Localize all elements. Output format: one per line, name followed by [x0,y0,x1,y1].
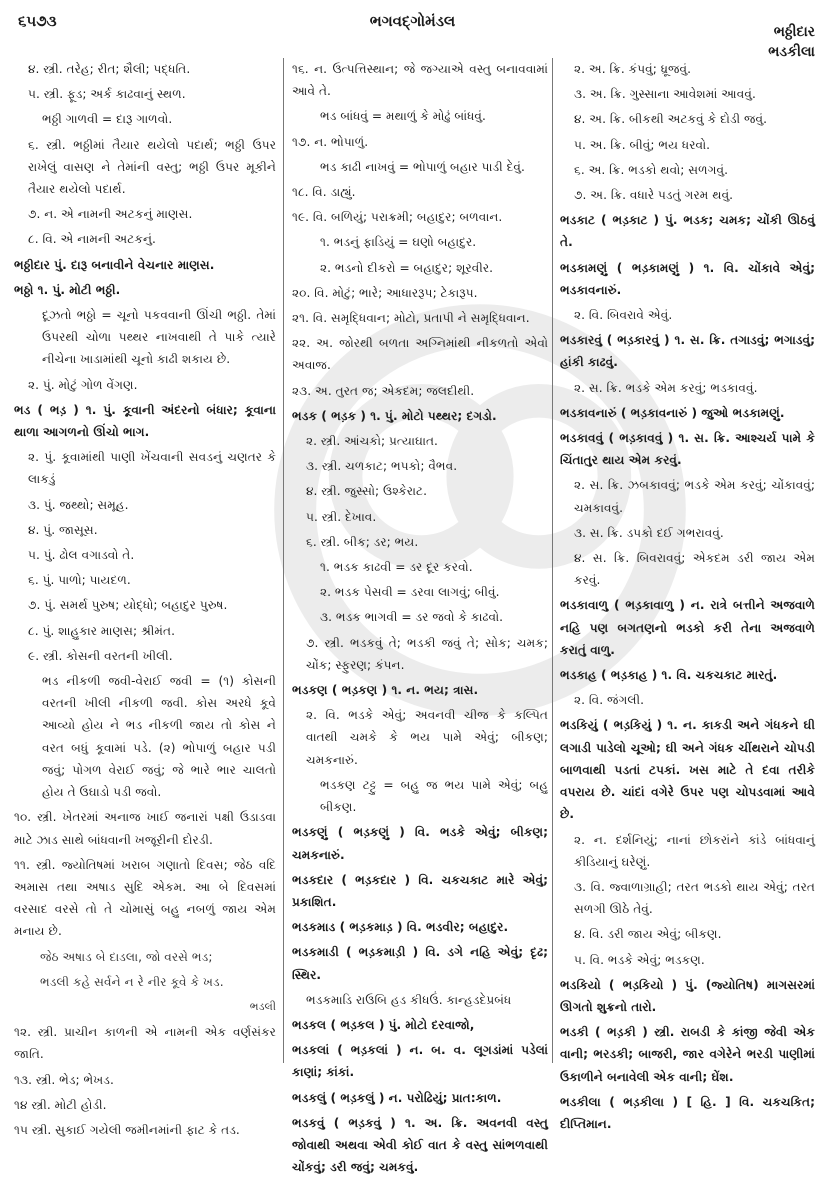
guide-word-first: ભઠ્ઠીદાર [773,24,815,40]
dictionary-headword-entry: ભડકદાર ( ભડ઼કદાર ) વિ. ચકચકાટ મારે એવું; પ્રકાશિત. [292,872,548,909]
example-verse: ભડલી કહે સર્વને ન રે નીર કૂવે કે ખડ. [40,974,224,989]
dictionary-headword-entry: ભડકીલા ( ભડ઼કીલા ) [ હિ. ] વિ. ચકચકિત; દીપ્તિમાન. [560,1094,815,1131]
definition-line: ૪. અ. ક્રિ. બીકથી અટકવું કે દોડી જવું. [574,112,768,127]
definition-line: ૫. સ્ત્રી. ફૂડ; અર્ક કાઢવાનું સ્થળ. [28,87,186,102]
column-3 [560,58,815,1138]
definition-line: ૪. સ્ત્રી. તરેહ; રીત; શૈલી; પદ્ધતિ. [28,62,191,76]
guide-word-last: ભડકીલા [768,44,815,60]
definition-line: ૨. ન. દર્શનિયું; નાનાં છોકરાંને કાંડે બાંધવાનું કીડિયાનું ઘરેણું. [574,832,815,869]
dictionary-headword-entry: ભડકારવું ( ભડ઼કારવું ) ૧. સ. ક્રિ. તગાડવું; ભગાડવું; હાંકી કાઢવું. [560,333,815,370]
definition-line: ૨૦. વિ. મોટું; ભારે; આધારરૂપ; ટેકારૂપ. [292,285,478,300]
definition-line: ૬. સ્ત્રી. બીક; ડર; ભય. [306,534,419,549]
definition-line: ૨. પું. કૂવામાંથી પાણી ખેંચવાની સવડનું ચણતર કે લાકડું [28,450,276,487]
definition-line: ૮. વિ. એ નામની અટકનું. [28,232,156,247]
dictionary-headword-entry: ભઠ્ઠો ૧. પું. મોટી ભઠ્ઠી. [14,282,121,297]
definition-line: ૨. સ. ક્રિ. ઝબકાવવું; ભડકે એમ કરવું; ચોંકાવવું; ચમકાવવું. [574,478,815,515]
dictionary-headword-entry: ભઠ્ઠીદાર પું. દારૂ બનાવીને વેચનાર માણસ. [14,257,215,272]
dictionary-headword-entry: ભડકિયો ( ભડ઼કિયો ) પું. (જ્યોતિષ) માગસરમાં ઊગતો શુક્રનો તારો. [560,977,815,1014]
definition-line: ૧૭. ન. ભોપાળું. [292,134,369,149]
definition-line: ૧૮. વિ. ડાહ્યું. [292,185,356,200]
definition-line: ૨૨. અ. જોરથી બળતા અગ્નિમાંથી નીકળતો એવો અવાજ. [292,336,548,373]
dictionary-headword-entry: ભડકમાડી ( ભડ઼કમાડ઼ી ) વિ. ડગે નહિ એવું; દૃઢ; સ્થિર. [292,945,548,982]
definition-line: ભડ કાઢી નાખવું = ભોપાળું બહાર પાડી દેવું. [320,159,525,174]
column-2 [292,58,548,1181]
page-number: ૬૫૭૩ [18,12,57,30]
definition-line: ભડકણ ટટ્ટુ = બહુ જ ભય પામે એવું; બહુ બીકણ. [320,777,548,815]
definition-line: ૩. સ્ત્રી. ચળકાટ; ભપકો; વૈભવ. [306,459,458,474]
definition-line: ૨. ભડક પેસવી = ડરવા લાગવું; બીવું. [320,585,500,600]
definition-line: ૨. સ. ક્રિ. ભડકે એમ કરવું; ભડકાવવું. [574,380,758,395]
definition-line: ૧૫ સ્ત્રી. સુકાઈ ગયેલી જમીનમાંની ફાટ કે તડ. [14,1122,240,1137]
definition-line: ૭. પું. સમર્થ પુરુષ; યોદ્ધો; બહાદુર પુરુષ. [28,598,228,613]
definition-line: ૩. ભડક ભાગવી = ડર જવો કે કાઢવો. [320,610,504,625]
definition-line: ૧૯. વિ. બળિયું; પરાક્રમી; બહાદુર; બળવાન. [292,210,503,225]
dictionary-headword-entry: ભડકામણું ( ભડ઼કામણું ) ૧. વિ. ચોંકાવે એવું; ભડકાવનારું. [560,260,815,297]
dictionary-headword-entry: ભડકાટ ( ભડ઼કાટ ) પું. ભડક; ચમક; ચોંકી ઊઠવું તે. [560,213,815,250]
definition-line: ૭. સ્ત્રી. ભડકવું તે; ભડકી જવું તે; સોક; ચમક; ચોંક; સ્ફુરણ; કંપન. [306,635,548,672]
definition-line: ૬. પું. પાળો; પાયદળ. [28,573,131,588]
definition-line: ૩. સ. ક્રિ. ડપકો દઈ ગભરાવવું. [574,525,724,540]
definition-line: ૪. સ્ત્રી. જુસ્સો; ઉશ્કેરાટ. [306,484,428,499]
definition-line: ભડ નીકળી જવી-વેરાઈ જવી = (૧) કોસની વરતની ખીલી નીકળી જવી. કોસ અરધે કૂવે આવ્યો હોય ને ભડ નીકળી જાય તો કોસ ને વરત બધું કૂવામાં પડે. (૨) ભોપાળું બહાર પડી જવું; પોગળ વેરાઈ જવું; જે ભારે ભાર ચાલતો હોય તે ઉઘાડો પડી જવો. [42,674,276,800]
definition-line: ૧. ભડનું ફાડિયું = ઘણો બહાદુર. [320,235,477,250]
definition-line: ભડકમાડિ રાઉબિ હડ કીધઉં. કાન્હડદેપ્રબંધ [306,992,512,1007]
definition-line: ૨. વિ. બિવરાવે એવું. [574,308,673,323]
definition-line: ૧૦. સ્ત્રી. ખેતરમાં અનાજ ખાઈ જનારાં પક્ષી ઉડાડવા માટે ઝાડ સાથે બાંધવાની ખજૂરીની દોરડી. [14,810,276,847]
definition-line: ૬. અ. ક્રિ. ભડકો થવો; સળગવું. [574,162,728,177]
dictionary-headword-entry: ભડકલું ( ભડ઼કલું ) ન. પરોઢિયું; પ્રાત:કાળ. [292,1090,502,1105]
definition-line: ૧૪ સ્ત્રી. મોટી હોડી. [14,1097,107,1112]
dictionary-headword-entry: ભડકાવનારું ( ભડ઼કાવનારું ) જુઓ ભડકામણું. [560,405,785,420]
definition-line: ૨. પું. મોટું ગોળ વેંગણ. [28,377,138,392]
definition-line: ૨૧. વિ. સમૃદ્ધિવાન; મોટો, પ્રતાપી ને સમૃદ્ધિવાન. [292,311,530,326]
definition-line: દૂઝતો ભઠ્ઠો = ચૂનો પકવવાની ઊંચી ભઠ્ઠી. તેમાં ઉપરથી ચોળા પથ્થર નાખવાથી તે પાકે ત્યારે નીચેના ખાડામાંથી ચૂનો કાઢી શકાય છે. [42,308,276,367]
column-divider [552,58,553,1063]
definition-line: ૪. વિ. ડરી જાય એવું; બીકણ. [574,927,722,942]
dictionary-headword-entry: ભડકિયું ( ભડ઼કિયું ) ૧. ન. કાકડી અને ગંધકને ઘી લગાડી પાડેલો ચૂઓ; ઘી અને ગંધક ચીંથરાને ચોપડી બાળવાથી પડતાં ટપકાં. ખસ માટે તે દવા તરીકે વપરાય છે. ચાંદાં વગેરે ઉપર પણ ચોપડવામાં આવે છે. [560,718,815,822]
definition-line: ૩. વિ. જ્વાળાગ્રાહી; તરત ભડકો થાય એવું; તરત સળગી ઊઠે તેવું. [574,879,815,917]
column-1 [14,58,276,1144]
definition-line: ૫. પું. ઢોલ વગાડવો તે. [28,548,135,563]
dictionary-headword-entry: ભડ ( ભડ઼ ) ૧. પું. કૂવાની અંદરનો બંધાર; કૂવાના થાળા આગળનો ઊંચો ભાગ. [14,402,276,440]
definition-line: ૨૩. અ. તુરત જ; એકદમ; જલદીથી. [292,383,475,398]
definition-line: ૨. સ્ત્રી. આંચકો; પ્રત્યાઘાત. [306,434,438,449]
dictionary-headword-entry: ભડકવું ( ભડ઼કવું ) ૧. અ. ક્રિ. અવનવી વસ્તુ જોવાથી અથવા એવી કોઈ વાત કે વસ્તુ સાંભળવાથી ચોંકવું; ડરી જવું; ચમકવું. [292,1115,548,1175]
dictionary-headword-entry: ભડકણ ( ભડ઼કણ ) ૧. ન. ભય; ત્રાસ. [292,683,479,698]
definition-line: ૯. સ્ત્રી. કોસની વરતની ખીલી. [28,648,173,663]
definition-line: ૩. અ. ક્રિ. ગુસ્સાના આવેશમાં આવવું. [574,87,756,102]
dictionary-headword-entry: ભડકણું ( ભડ઼કણું ) વિ. ભડકે એવું; બીકણ; ચમકનારું. [292,825,548,862]
dictionary-headword-entry: ભડકલાં ( ભડ઼કલાં ) ન. બ. વ. લૂગડાંમાં પડેલાં કાણાં; કાંકાં. [292,1043,548,1080]
definition-line: ૫. સ્ત્રી. દેખાવ. [306,509,377,524]
definition-line: ૧૬. ન. ઉત્પત્તિસ્થાન; જે જગ્યાએ વસ્તુ બનાવવામાં આવે તે. [292,62,548,99]
dictionary-headword-entry: ભડકાવવું ( ભડ઼કાવવું ) ૧. સ. ક્રિ. આશ્ચર્ય પામે કે ચિંતાતુર થાય એમ કરવું. [560,431,815,468]
definition-line: ૧૩. સ્ત્રી. ભેડ; ભેખડ. [14,1072,114,1087]
definition-line: ૨. અ. ક્રિ. કંપવું; ધ્રૂજવું. [574,62,692,76]
column-divider [283,58,284,1063]
example-verse: જેઠ અષાડ બે દાડલા, જો વરસે ભડ; [40,949,213,964]
definition-line: ૨. વિ. જંગલી. [574,693,644,708]
dictionary-headword-entry: ભડકમાડ ( ભડ઼કમાડ઼ ) વિ. ભડવીર; બહાદુર. [292,920,509,935]
definition-line: ભઠ્ઠી ગાળવી = દારૂ ગાળવો. [42,112,173,127]
source-citation: ભડલી [249,999,276,1013]
definition-line: ૬. સ્ત્રી. ભઠ્ઠીમાં તૈયાર થયેલો પદાર્થ; ભઠ્ઠી ઉપર રાખેલું વાસણ ને તેમાંની વસ્તુ; ભઠ્ઠી ઉપર મૂકીને તૈયાર થયેલો પદાર્થ. [28,137,276,197]
dictionary-headword-entry: ભડકલ ( ભડ઼કલ ) પું. મોટો દરવાજો, [292,1017,475,1032]
book-title: ભગવદ્ગોમંડલ [369,12,456,30]
dictionary-headword-entry: ભડક ( ભડ઼ક ) ૧. પું. મોટો પથ્થર; દગડો. [292,408,497,423]
definition-line: ૧૨. સ્ત્રી. પ્રાચીન કાળની એ નામની એક વર્ણસંકર જાતિ. [14,1025,276,1062]
guide-words [768,22,815,62]
definition-line: ૨. ભડનો દીકરો = બહાદુર; શૂરવીર. [320,260,494,275]
definition-line: ૪. પું. જાસૂસ. [28,522,98,537]
definition-line: ૪. સ. ક્રિ. બિવરાવવું; એકદમ ડરી જાય એમ કરવું. [574,551,815,588]
dictionary-headword-entry: ભડકાહ ( ભડ઼કાહ ) ૧. વિ. ચકચકાટ મારતું. [560,668,778,683]
definition-line: ૮. પું. શાહુકાર માણસ; શ્રીમંત. [28,623,175,638]
dictionary-headword-entry: ભડકી ( ભડ઼કી ) સ્ત્રી. રાબડી કે કાંજી જેવી એક વાની; ભરડકી; બાજરી, જાર વગેરેને ભરડી પાણીમાં ઉકાળીને બનાવેલી એક વાની; ઘેંશ. [560,1025,815,1084]
definition-line: ભડ બાંધવું = મથાળું કે મોઢું બાંધવું. [320,109,486,124]
definition-line: ૨. વિ. ભડકે એવું; અવનવી ચીજ કે કલ્પિત વાતથી ચમકે કે ભય પામે એવું; બીકણ; ચમકનારું. [306,708,548,767]
definition-line: ૫. અ. ક્રિ. બીવું; ભય ધરવો. [574,137,711,152]
definition-line: ૭. ન. એ નામની અટકનું માણસ. [28,207,193,222]
definition-line: ૭. અ. ક્રિ. વધારે પડતું ગરમ થવું. [574,188,734,203]
definition-line: ૧. ભડક કાઢવી = ડર દૂર કરવો. [320,560,473,575]
definition-line: ૫. વિ. ભડકે એવું; ભડકણ. [574,952,705,967]
definition-line: ૩. પું. જથ્થો; સમૂહ. [28,497,129,512]
definition-line: ૧૧. સ્ત્રી. જ્યોતિષમાં ખરાબ ગણાતો દિવસ; જેઠ વદિ અમાસ તથા અષાડ સુદિ એકમ. આ બે દિવસમાં વરસાદ વરસે તો તે ચોમાસું બહુ નબળું જાય એમ મનાય છે. [14,857,276,939]
dictionary-headword-entry: ભડકાવાળુ ( ભડ઼કાવાળુ ) ન. રાત્રે બત્તીને અજવાળે નહિ પણ બગતણનો ભડકો કરી તેના અજવાળે કરાતું વાળુ. [560,598,815,657]
